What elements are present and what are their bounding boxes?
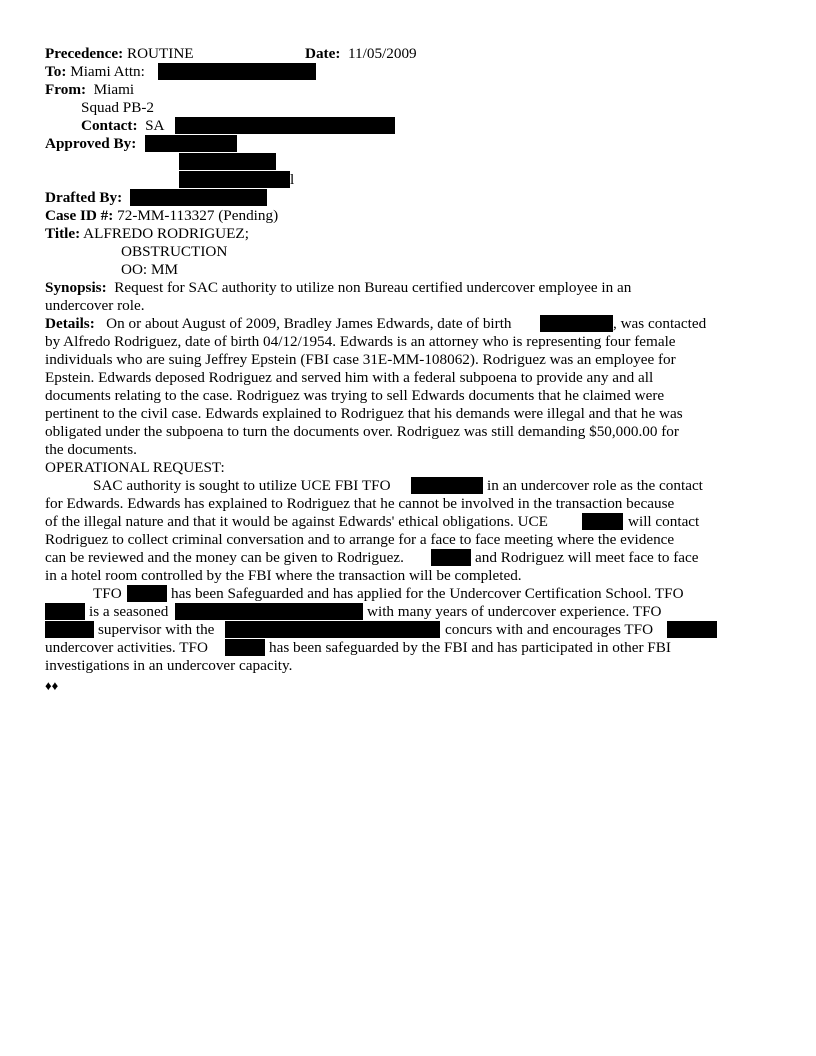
precedence-value: ROUTINE bbox=[126, 45, 194, 62]
op-text: of the illegal nature and that it would be against Edwards' ethical obligations. UCE bbox=[45, 513, 548, 530]
title-value: ALFREDO RODRIGUEZ; bbox=[83, 225, 249, 242]
redaction-block bbox=[540, 315, 613, 332]
contact-line bbox=[81, 117, 165, 135]
redaction-block bbox=[667, 621, 717, 638]
op-line: investigations in an undercover capacity. bbox=[45, 657, 293, 674]
redaction-block bbox=[225, 639, 265, 656]
redaction-block bbox=[175, 603, 363, 620]
redaction-block bbox=[179, 171, 290, 188]
drafted-label: Drafted By: bbox=[45, 189, 123, 206]
details-line-4: Epstein. Edwards deposed Rodriguez and served him with a federal subpoena to provide any and all bbox=[45, 369, 654, 386]
squad-line: Squad PB-2 bbox=[81, 99, 154, 116]
to-value: Miami Attn: bbox=[70, 63, 145, 80]
redaction-block bbox=[431, 549, 471, 566]
date-line bbox=[305, 45, 417, 63]
op-text: SAC authority is sought to utilize UCE FBI TFO bbox=[93, 477, 391, 494]
op-line: for Edwards. Edwards has explained to Rodriguez that he cannot be involved in the transaction because bbox=[45, 495, 675, 512]
redaction-block bbox=[175, 117, 395, 134]
redaction-block bbox=[582, 513, 623, 530]
redaction-block bbox=[179, 153, 276, 170]
contact-label: Contact: bbox=[81, 117, 138, 134]
op-text: has been Safeguarded and has applied for the Undercover Certification School. TFO bbox=[171, 585, 684, 602]
details-line bbox=[45, 315, 512, 333]
details-line-2: by Alfredo Rodriguez, date of birth 04/12/1954. Edwards is an attorney who is representing four female bbox=[45, 333, 676, 350]
op-text: and Rodriguez will meet face to face bbox=[475, 549, 699, 566]
drafted-line bbox=[45, 189, 122, 207]
synopsis-text: Request for SAC authority to utilize non Bureau certified undercover employee in an bbox=[114, 279, 632, 296]
details-line-6: pertinent to the civil case. Edwards explained to Rodriguez that his demands were illegal and that he was bbox=[45, 405, 683, 422]
op-text: TFO bbox=[93, 585, 122, 602]
case-value: 72-MM-113327 (Pending) bbox=[117, 207, 279, 224]
op-text: in an undercover role as the contact bbox=[487, 477, 703, 494]
title-line bbox=[45, 225, 249, 243]
title-line-3: OO: MM bbox=[121, 261, 178, 278]
op-text: undercover activities. TFO bbox=[45, 639, 208, 656]
details-line-3: individuals who are suing Jeffrey Epstein (FBI case 31E-MM-108062). Rodriguez was an employee for bbox=[45, 351, 676, 368]
from-value: Miami bbox=[93, 81, 135, 98]
operational-heading: OPERATIONAL REQUEST: bbox=[45, 459, 225, 476]
approved-line bbox=[45, 135, 136, 153]
op-text: concurs with and encourages TFO bbox=[445, 621, 654, 638]
precedence-line bbox=[45, 45, 194, 63]
op-line: Rodriguez to collect criminal conversation and to arrange for a face to face meeting where the evidence bbox=[45, 531, 675, 548]
details-line-7: obligated under the subpoena to turn the documents over. Rodriguez was still demanding $50,000.00 for bbox=[45, 423, 679, 440]
redaction-block bbox=[411, 477, 483, 494]
op-text: with many years of undercover experience. TFO bbox=[367, 603, 662, 620]
redaction-block bbox=[45, 621, 94, 638]
redaction-block bbox=[158, 63, 316, 80]
to-label: To: bbox=[45, 63, 67, 80]
op-text: has been safeguarded by the FBI and has participated in other FBI bbox=[269, 639, 671, 656]
redaction-block bbox=[130, 189, 267, 206]
from-line bbox=[45, 81, 134, 99]
end-mark: ♦♦ bbox=[45, 678, 59, 693]
redaction-block bbox=[145, 135, 237, 152]
title-line-2: OBSTRUCTION bbox=[121, 243, 228, 260]
redaction-block bbox=[127, 585, 167, 602]
redaction-block bbox=[225, 621, 440, 638]
from-label: From: bbox=[45, 81, 87, 98]
to-line bbox=[45, 63, 145, 81]
op-text: supervisor with the bbox=[98, 621, 215, 638]
precedence-label: Precedence: bbox=[45, 45, 124, 62]
op-text: can be reviewed and the money can be given to Rodriguez. bbox=[45, 549, 404, 566]
approved-tail: l bbox=[290, 171, 295, 188]
approved-label: Approved By: bbox=[45, 135, 137, 152]
case-label: Case ID #: bbox=[45, 207, 114, 224]
date-value: 11/05/2009 bbox=[348, 45, 417, 62]
details-label: Details: bbox=[45, 315, 95, 332]
contact-value: SA bbox=[145, 117, 165, 134]
details-line-8: the documents. bbox=[45, 441, 137, 458]
synopsis-line bbox=[45, 279, 631, 297]
op-line: in a hotel room controlled by the FBI where the transaction will be completed. bbox=[45, 567, 522, 584]
case-line bbox=[45, 207, 278, 225]
synopsis-label: Synopsis: bbox=[45, 279, 107, 296]
details-text: On or about August of 2009, Bradley James Edwards, date of birth bbox=[106, 315, 512, 332]
op-text: is a seasoned bbox=[89, 603, 169, 620]
details-text: , was contacted bbox=[613, 315, 707, 332]
op-text: will contact bbox=[628, 513, 700, 530]
redaction-block bbox=[45, 603, 85, 620]
synopsis-line-2: undercover role. bbox=[45, 297, 145, 314]
title-label: Title: bbox=[45, 225, 81, 242]
date-label: Date: bbox=[305, 45, 341, 62]
details-line-5: documents relating to the case. Rodriguez was trying to sell Edwards documents that he claimed were bbox=[45, 387, 665, 404]
